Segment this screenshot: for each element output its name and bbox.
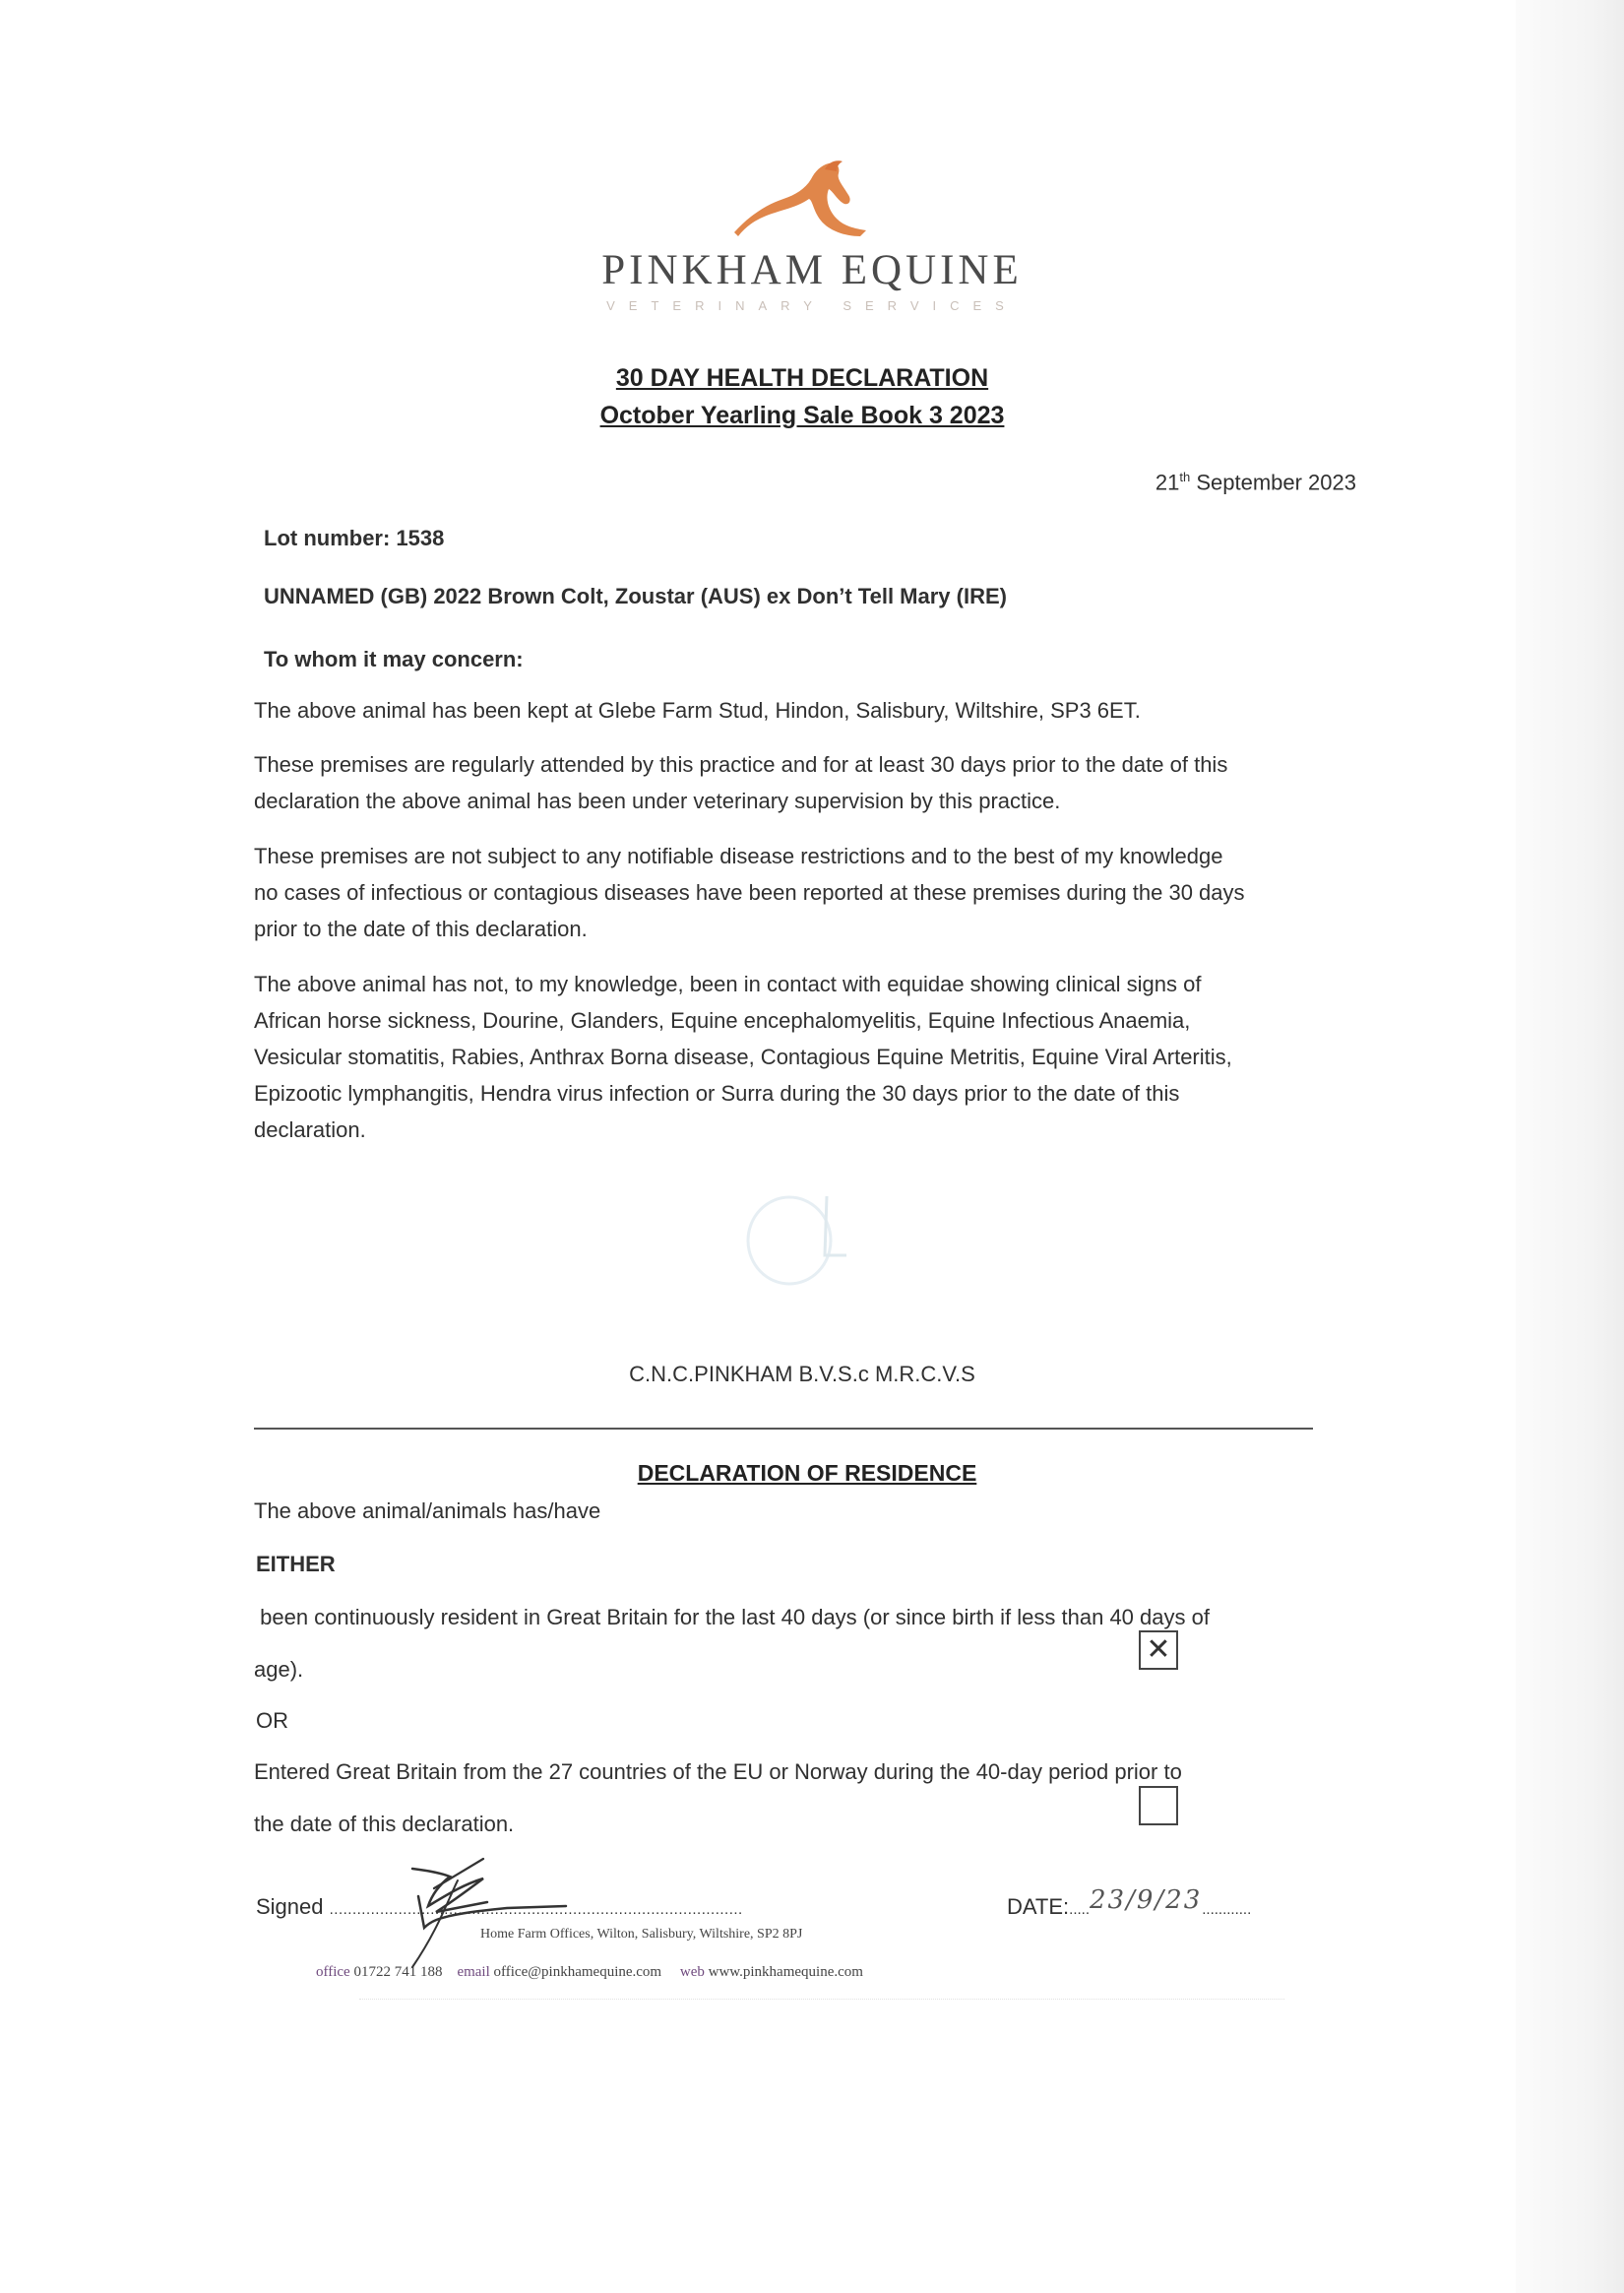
text-line: Vesicular stomatitis, Rabies, Anthrax Borna disease, Contagious Equine Metritis, Equine Viral Arteritis, — [254, 1045, 1232, 1069]
text-line: Entered Great Britain from the 27 countries of the EU or Norway during the 40-day period prior to — [254, 1759, 1182, 1784]
signed-dots: .......................................................................................... — [329, 1901, 743, 1918]
scan-page-edge — [1516, 0, 1624, 2293]
faint-footer-line — [359, 1999, 1284, 2009]
check-mark-icon: ✕ — [1146, 1633, 1171, 1666]
signed-label: Signed — [256, 1894, 330, 1919]
email-address[interactable]: office@pinkhamequine.com — [493, 1964, 662, 1980]
paragraph-contact-diseases — [254, 966, 1232, 1148]
checkbox-entered[interactable] — [1139, 1786, 1178, 1825]
text-line: the date of this declaration. — [254, 1812, 515, 1836]
email-label: email — [457, 1964, 490, 1980]
logo-subtitle: VETERINARY SERVICES — [606, 298, 1018, 313]
handwritten-signature — [389, 1851, 586, 1969]
animal-description: UNNAMED (GB) 2022 Brown Colt, Zoustar (AUS) ex Don’t Tell Mary (IRE) — [264, 584, 1007, 608]
text-line: These premises are not subject to any notifiable disease restrictions and to the best of my knowledge — [254, 844, 1223, 868]
date-suffix: th — [1179, 470, 1191, 484]
text-line: Epizootic lymphangitis, Hendra virus infection or Surra during the 30 days prior to the date of this — [254, 1081, 1180, 1106]
footer-address: Home Farm Offices, Wilton, Salisbury, Wiltshire, SP2 8PJ — [480, 1927, 803, 1942]
paragraph-premises: The above animal has been kept at Glebe Farm Stud, Hindon, Salisbury, Wiltshire, SP3 6ET. — [254, 698, 1141, 723]
office-label: office — [316, 1964, 350, 1980]
office-phone: 01722 741 188 — [353, 1964, 443, 1980]
date-day: 21 — [1155, 470, 1180, 495]
date-rest: September 2023 — [1190, 470, 1356, 495]
date-dots-after: ............ — [1202, 1901, 1252, 1918]
text-line: These premises are regularly attended by this practice and for at least 30 days prior to the date of this — [254, 752, 1228, 777]
footer-contact — [316, 1964, 863, 1981]
text-line: African horse sickness, Dourine, Glanders, Equine encephalomyelitis, Equine Infectious Anaemia, — [254, 1008, 1191, 1033]
document-subtitle: October Yearling Sale Book 3 2023 — [599, 402, 1005, 429]
web-address[interactable]: www.pinkhamequine.com — [708, 1964, 863, 1980]
paragraph-supervision — [254, 746, 1227, 819]
logo-name: PINKHAM EQUINE — [601, 247, 1023, 293]
either-label: EITHER — [256, 1552, 336, 1576]
handwritten-date: 23/9/23 — [1090, 1885, 1203, 1915]
text-line: prior to the date of this declaration. — [254, 917, 588, 941]
logo — [0, 153, 1624, 313]
vet-name: C.N.C.PINKHAM B.V.S.c M.R.C.V.S — [629, 1362, 975, 1386]
lot-number: Lot number: 1538 — [264, 526, 445, 550]
or-label: OR — [256, 1708, 288, 1733]
document-date — [1156, 459, 1356, 500]
option-entered — [254, 1753, 1182, 1842]
residence-intro: The above animal/animals has/have — [254, 1498, 601, 1523]
text-line: age). — [254, 1657, 304, 1682]
checkbox-resident[interactable] — [1139, 1630, 1178, 1670]
text-line: The above animal has not, to my knowledge, been in contact with equidae showing clinical signs of — [254, 972, 1202, 996]
text-line: declaration the above animal has been under veterinary supervision by this practice. — [254, 789, 1061, 813]
faint-stamp-mark — [738, 1186, 866, 1295]
residence-title: DECLARATION OF RESIDENCE — [637, 1460, 977, 1486]
text-line: no cases of infectious or contagious diseases have been reported at these premises during the 30 days — [254, 880, 1245, 905]
paragraph-restrictions — [254, 838, 1245, 947]
option-resident — [254, 1599, 1210, 1688]
date-line — [1007, 1885, 1252, 1928]
text-line: been continuously resident in Great Britain for the last 40 days (or since birth if less than 40 days of — [254, 1605, 1210, 1629]
document-title: 30 DAY HEALTH DECLARATION — [615, 364, 989, 392]
date-label: DATE: — [1007, 1894, 1070, 1919]
date-dots-before: ..... — [1069, 1901, 1090, 1918]
divider — [254, 1428, 1313, 1430]
text-line: declaration. — [254, 1117, 366, 1142]
salutation: To whom it may concern: — [264, 647, 524, 671]
web-label: web — [679, 1964, 705, 1980]
